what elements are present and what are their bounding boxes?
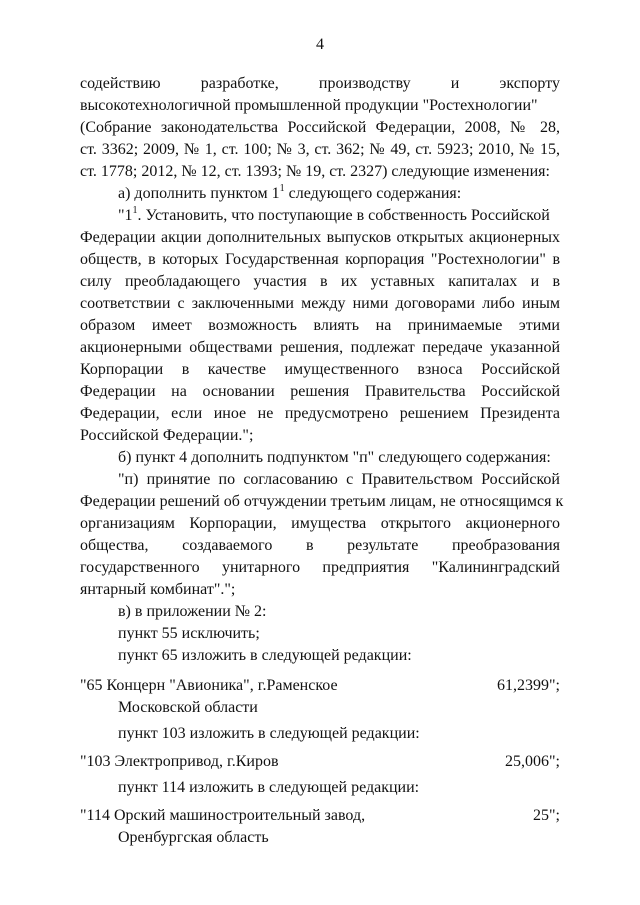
text-line: акционерными обществами решения, подлежат передаче указанной: [80, 339, 560, 356]
text-line: Корпорации в качестве имущественного взноса Российской: [80, 361, 560, 378]
text-line: силу преобладающего участия в их уставных капиталах и в: [80, 273, 560, 290]
text-line: [118, 184, 560, 203]
entry-name: "114 Орский машиностроительный завод,: [80, 807, 366, 824]
text-line: Федерации на основании решения Правительства Российской: [80, 383, 560, 400]
text-line: обществ, в которых Государственная корпорация "Ростехнологии" в: [80, 251, 560, 268]
text-line: [118, 206, 560, 225]
text-line: общества, создаваемого в результате преобразования: [80, 537, 560, 554]
superscript: 1: [132, 204, 138, 216]
text-line: высокотехнологичной промышленной продукции "Ростехнологии": [80, 97, 538, 114]
text-line: Федерации, если иное не предусмотрено решением Президента: [80, 405, 560, 422]
text-line: ст. 3362; 2009, № 1, ст. 100; № 3, ст. 362; № 49, ст. 5923; 2010, № 15,: [80, 141, 560, 158]
text-line: пункт 65 изложить в следующей редакции:: [118, 647, 412, 664]
text-line: содействию разработке, производству и экспорту: [80, 75, 560, 92]
page-number: 4: [316, 36, 324, 53]
text-line: пункт 114 изложить в следующей редакции:: [118, 779, 420, 796]
text-line: янтарный комбинат".";: [80, 581, 236, 598]
text-line: (Собрание законодательства Российской Федерации, 2008, № 28,: [80, 119, 560, 136]
entry-name: "103 Электропривод, г.Киров: [80, 753, 279, 770]
entry-name-continued: Московской области: [118, 699, 258, 716]
list-entry: [80, 752, 560, 772]
list-entry: [80, 806, 560, 848]
text-line: Федерации решений об отчуждении третьим лицам, не относящимся к: [80, 493, 564, 510]
text-line: Федерации акции дополнительных выпусков открытых акционерных: [80, 229, 560, 246]
text-line: соответствии с заключенными между ними договорами либо иным: [80, 295, 560, 312]
text-line: ст. 1778; 2012, № 12, ст. 1393; № 19, ст. 2327) следующие изменения:: [80, 163, 550, 180]
text-fragment: "1: [118, 207, 133, 224]
text-line: "п) принятие по согласованию с Правительством Российской: [118, 471, 560, 488]
entry-name: "65 Концерн "Авионика", г.Раменское: [80, 677, 338, 694]
list-entry: [80, 676, 560, 716]
text-fragment: следующего содержания:: [288, 185, 462, 202]
text-line: образом имеет возможность влиять на принимаемые этими: [80, 317, 560, 334]
entry-value: 25,006";: [505, 753, 560, 770]
text-fragment: . Установить, что поступающие в собственность Российской: [137, 207, 550, 224]
text-line: Российской Федерации.";: [80, 427, 254, 444]
text-line: государственного унитарного предприятия "Калининградский: [80, 559, 560, 576]
entry-value: 61,2399";: [497, 677, 560, 694]
text-fragment: а) дополнить пунктом 1: [118, 185, 280, 202]
superscript: 1: [279, 182, 285, 194]
text-line: пункт 103 изложить в следующей редакции:: [118, 725, 420, 742]
entry-name-continued: Оренбургская область: [118, 829, 269, 846]
text-line: б) пункт 4 дополнить подпунктом "п" следующего содержания:: [118, 449, 551, 466]
text-line: организациям Корпорации, имущества открытого акционерного: [80, 515, 560, 532]
entry-value: 25";: [533, 807, 560, 824]
text-line: пункт 55 исключить;: [118, 625, 260, 642]
text-line: в) в приложении № 2:: [118, 603, 267, 620]
